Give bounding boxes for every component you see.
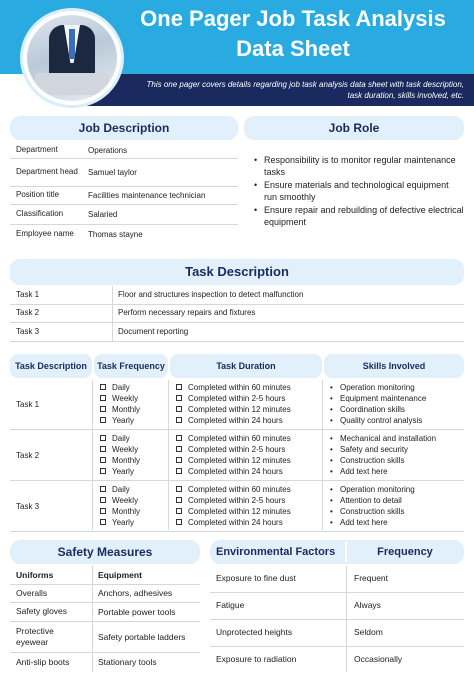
checkbox-icon bbox=[100, 457, 106, 463]
skill-label: Attention to detail bbox=[340, 496, 402, 505]
checkbox-icon bbox=[100, 497, 106, 503]
skill-item bbox=[330, 444, 464, 455]
task-label: Task 1 bbox=[16, 290, 40, 299]
skill-item bbox=[330, 433, 464, 444]
divider bbox=[92, 566, 93, 672]
bullet-icon: • bbox=[330, 485, 333, 494]
skill-label: Safety and security bbox=[340, 445, 409, 454]
skill-label: Construction skills bbox=[340, 456, 405, 465]
skill-item bbox=[330, 415, 464, 426]
equipment-item: Anchors, adhesives bbox=[98, 588, 173, 598]
skill-label: Construction skills bbox=[340, 507, 405, 516]
task-name: Task 2 bbox=[16, 450, 40, 460]
duration-option bbox=[176, 506, 322, 517]
factor-frequency: Seldom bbox=[354, 627, 383, 637]
job-description-label: Department bbox=[16, 145, 58, 154]
factor-frequency: Frequent bbox=[354, 573, 389, 583]
job-description-label: Department head bbox=[16, 167, 78, 176]
environmental-factor: Unprotected heights bbox=[216, 627, 293, 637]
skill-item bbox=[330, 506, 464, 517]
checkbox-icon bbox=[100, 417, 106, 423]
task-name: Task 1 bbox=[16, 399, 40, 409]
skill-item bbox=[330, 495, 464, 506]
frequency-list bbox=[100, 382, 170, 426]
task-label: Task 3 bbox=[16, 327, 40, 336]
bullet-icon: • bbox=[330, 383, 333, 392]
checkbox-icon bbox=[176, 395, 182, 401]
skill-item bbox=[330, 466, 464, 477]
bullet-icon: • bbox=[330, 518, 333, 527]
divider bbox=[346, 566, 347, 672]
duration-list bbox=[176, 433, 322, 477]
bullet-icon: • bbox=[330, 394, 333, 403]
frequency-label: Yearly bbox=[112, 416, 134, 425]
task-label: Task 2 bbox=[16, 308, 40, 317]
equipment-item: Portable power tools bbox=[98, 606, 176, 617]
duration-label: Completed within 12 minutes bbox=[188, 405, 291, 414]
frequency-heading: Frequency bbox=[377, 546, 433, 558]
frequency-option bbox=[100, 466, 170, 477]
duration-option bbox=[176, 393, 322, 404]
checkbox-icon bbox=[100, 384, 106, 390]
duration-option bbox=[176, 415, 322, 426]
skills-list bbox=[330, 484, 464, 528]
checkbox-icon bbox=[176, 435, 182, 441]
frequency-label: Monthly bbox=[112, 405, 141, 414]
environmental-factor: Exposure to fine dust bbox=[216, 573, 296, 583]
frequency-label: Daily bbox=[112, 383, 130, 392]
frequency-option bbox=[100, 404, 170, 415]
duration-option bbox=[176, 444, 322, 455]
divider bbox=[10, 341, 464, 342]
environmental-factor: Exposure to radiation bbox=[216, 654, 297, 664]
page-subtitle: This one pager covers details regarding job task analysis data sheet with task description, task duration, skills involved, etc. bbox=[146, 80, 464, 100]
divider bbox=[10, 480, 464, 481]
frequency-option bbox=[100, 433, 170, 444]
duration-label: Completed within 24 hours bbox=[188, 518, 283, 527]
frequency-label: Weekly bbox=[112, 394, 139, 403]
job-role-list bbox=[252, 154, 464, 229]
equipment-column-heading: Equipment bbox=[98, 570, 142, 580]
skill-item bbox=[330, 517, 464, 528]
job-role-item: • Ensure materials and technological equipment run smoothly bbox=[252, 179, 464, 203]
frequency-option bbox=[100, 506, 170, 517]
safety-measures-heading: Safety Measures bbox=[10, 540, 200, 564]
skill-label: Equipment maintenance bbox=[340, 394, 427, 403]
bullet-icon: • bbox=[330, 405, 333, 414]
checkbox-icon bbox=[100, 435, 106, 441]
equipment-item: Stationary tools bbox=[98, 657, 157, 667]
job-role-heading: Job Role bbox=[244, 116, 464, 140]
bullet-icon: • bbox=[330, 445, 333, 454]
frequency-option bbox=[100, 444, 170, 455]
frequency-list bbox=[100, 484, 170, 528]
duration-label: Completed within 2-5 hours bbox=[188, 445, 286, 454]
job-role-item: • Ensure repair and rebuilding of defective electrical equipment bbox=[252, 204, 464, 228]
environmental-factor: Fatigue bbox=[216, 600, 245, 610]
checkbox-icon bbox=[176, 457, 182, 463]
divider bbox=[322, 380, 323, 530]
checkbox-icon bbox=[100, 519, 106, 525]
checkbox-icon bbox=[176, 497, 182, 503]
checkbox-icon bbox=[176, 468, 182, 474]
skills-list bbox=[330, 433, 464, 477]
job-description-label: Employee name bbox=[16, 229, 74, 238]
skill-item bbox=[330, 404, 464, 415]
uniform-item: Anti-slip boots bbox=[16, 656, 70, 667]
checkbox-icon bbox=[100, 446, 106, 452]
skills-list bbox=[330, 382, 464, 426]
bullet-icon: • bbox=[330, 456, 333, 465]
skill-label: Operation monitoring bbox=[340, 485, 415, 494]
bullet-icon: • bbox=[330, 496, 333, 505]
job-description-value: Salaried bbox=[88, 209, 118, 219]
task-detail: Perform necessary repairs and fixtures bbox=[118, 308, 256, 317]
uniform-item: Protective eyewear bbox=[16, 625, 54, 647]
frequency-label: Weekly bbox=[112, 445, 139, 454]
skill-label: Add text here bbox=[340, 467, 388, 476]
job-description-value: Operations bbox=[88, 145, 128, 155]
duration-list bbox=[176, 484, 322, 528]
skill-item bbox=[330, 455, 464, 466]
task-table-header-cell: Skills Involved bbox=[324, 354, 464, 378]
duration-option bbox=[176, 433, 322, 444]
businessman-photo bbox=[27, 15, 117, 101]
task-table-header-cell: Task Frequency bbox=[94, 354, 168, 378]
task-table-header-cell: Task Description bbox=[10, 354, 92, 378]
duration-option bbox=[176, 466, 322, 477]
duration-option bbox=[176, 517, 322, 528]
checkbox-icon bbox=[176, 406, 182, 412]
checkbox-icon bbox=[100, 406, 106, 412]
task-name: Task 3 bbox=[16, 501, 40, 511]
duration-option bbox=[176, 404, 322, 415]
duration-option bbox=[176, 382, 322, 393]
duration-label: Completed within 24 hours bbox=[188, 467, 283, 476]
checkbox-icon bbox=[100, 508, 106, 514]
duration-label: Completed within 60 minutes bbox=[188, 383, 291, 392]
factor-frequency: Always bbox=[354, 600, 381, 610]
checkbox-icon bbox=[176, 417, 182, 423]
frequency-label: Monthly bbox=[112, 456, 141, 465]
duration-label: Completed within 12 minutes bbox=[188, 456, 291, 465]
duration-label: Completed within 60 minutes bbox=[188, 434, 291, 443]
frequency-option bbox=[100, 382, 170, 393]
skill-label: Operation monitoring bbox=[340, 383, 415, 392]
duration-option bbox=[176, 455, 322, 466]
frequency-label: Daily bbox=[112, 434, 130, 443]
uniform-item: Overalls bbox=[16, 587, 48, 598]
frequency-option bbox=[100, 495, 170, 506]
frequency-list bbox=[100, 433, 170, 477]
duration-label: Completed within 2-5 hours bbox=[188, 496, 286, 505]
duration-option bbox=[176, 484, 322, 495]
task-detail: Document reporting bbox=[118, 327, 189, 336]
skill-item bbox=[330, 484, 464, 495]
divider bbox=[168, 380, 169, 530]
skill-label: Quality control analysis bbox=[340, 416, 423, 425]
duration-label: Completed within 2-5 hours bbox=[188, 394, 286, 403]
divider bbox=[112, 286, 113, 342]
duration-option bbox=[176, 495, 322, 506]
checkbox-icon bbox=[176, 446, 182, 452]
checkbox-icon bbox=[176, 486, 182, 492]
job-description-value: Facilities maintenance technician bbox=[88, 190, 206, 200]
divider bbox=[92, 380, 93, 530]
checkbox-icon bbox=[176, 384, 182, 390]
job-description-label: Classification bbox=[16, 209, 64, 218]
checkbox-icon bbox=[100, 468, 106, 474]
task-table-header-cell: Task Duration bbox=[170, 354, 322, 378]
job-description-value: Samuel taylor bbox=[88, 167, 137, 177]
bullet-icon: • bbox=[330, 434, 333, 443]
frequency-option bbox=[100, 517, 170, 528]
duration-list bbox=[176, 382, 322, 426]
task-description-heading: Task Description bbox=[10, 259, 464, 285]
frequency-label: Yearly bbox=[112, 518, 134, 527]
duration-label: Completed within 12 minutes bbox=[188, 507, 291, 516]
uniform-item: Safety gloves bbox=[16, 606, 68, 616]
duration-label: Completed within 60 minutes bbox=[188, 485, 291, 494]
checkbox-icon bbox=[100, 395, 106, 401]
uniforms-column-heading: Uniforms bbox=[16, 570, 54, 580]
page-header bbox=[0, 0, 474, 108]
checkbox-icon bbox=[176, 519, 182, 525]
frequency-label: Yearly bbox=[112, 467, 134, 476]
divider bbox=[10, 429, 464, 430]
frequency-label: Weekly bbox=[112, 496, 139, 505]
factor-frequency: Occasionally bbox=[354, 654, 403, 664]
skill-label: Coordination skills bbox=[340, 405, 405, 414]
skill-item bbox=[330, 393, 464, 404]
frequency-label: Monthly bbox=[112, 507, 141, 516]
skill-item bbox=[330, 382, 464, 393]
frequency-option bbox=[100, 393, 170, 404]
job-description-heading: Job Description bbox=[10, 116, 238, 140]
frequency-label: Daily bbox=[112, 485, 130, 494]
duration-label: Completed within 24 hours bbox=[188, 416, 283, 425]
job-role-item: • Responsibility is to monitor regular maintenance tasks bbox=[252, 154, 464, 178]
divider bbox=[10, 531, 464, 532]
equipment-item: Safety portable ladders bbox=[98, 631, 186, 642]
checkbox-icon bbox=[100, 486, 106, 492]
bullet-icon: • bbox=[330, 507, 333, 516]
frequency-option bbox=[100, 455, 170, 466]
frequency-option bbox=[100, 484, 170, 495]
checkbox-icon bbox=[176, 508, 182, 514]
skill-label: Mechanical and installation bbox=[340, 434, 437, 443]
skill-label: Add text here bbox=[340, 518, 388, 527]
task-detail: Floor and structures inspection to detect malfunction bbox=[118, 290, 304, 299]
photo-frame bbox=[20, 8, 124, 108]
frequency-option bbox=[100, 415, 170, 426]
page-title: One Pager Job Task Analysis Data Sheet bbox=[140, 6, 446, 61]
environmental-factors-heading: Environmental Factors bbox=[216, 546, 336, 558]
bullet-icon: • bbox=[330, 416, 333, 425]
job-description-label: Position title bbox=[16, 190, 60, 199]
bullet-icon: • bbox=[330, 467, 333, 476]
job-description-value: Thomas stayne bbox=[88, 229, 143, 239]
